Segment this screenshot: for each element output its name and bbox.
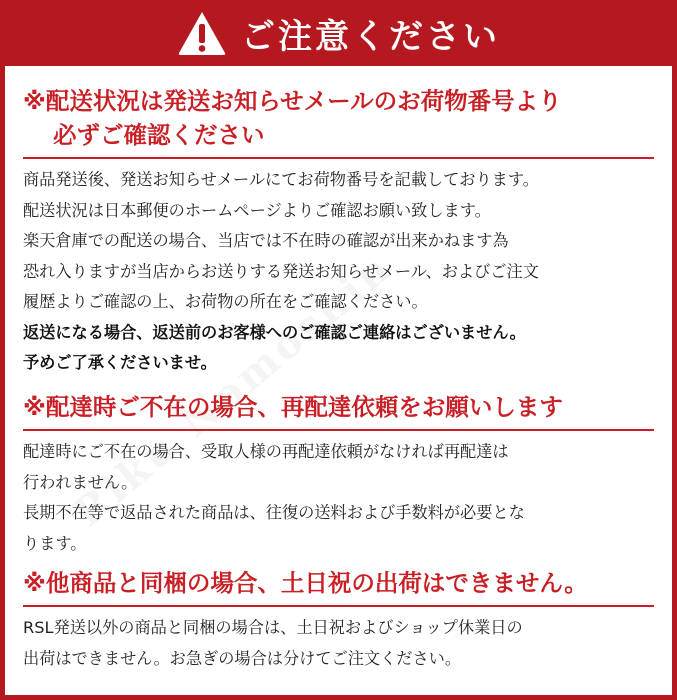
heading-line-1: ※配送状況は発送お知らせメールのお荷物番号より xyxy=(23,87,562,115)
body-line: ります。 xyxy=(23,533,87,553)
section-heading xyxy=(23,84,654,152)
section-delivery-status xyxy=(23,84,654,379)
heading-line-2: 必ずご確認ください xyxy=(53,121,265,149)
body-line: 恐れ入りますが当店からお送りする発送お知らせメール、およびご注文 xyxy=(23,261,539,281)
body-line-emphasis: 予めご了承くださいませ。 xyxy=(23,353,217,372)
body-line: 配達時にご不在の場合、受取人様の再配達依頼がなければ再配達は xyxy=(23,442,509,461)
banner-title: ご注意ください xyxy=(241,16,500,57)
heading-divider xyxy=(23,605,654,607)
body-line: RSL発送以外の商品と同梱の場合は、土日祝およびショップ休業日の xyxy=(23,618,523,637)
body-line: 長期不在等で返品された商品は、往復の送料および手数料が必要とな xyxy=(23,503,525,522)
section-body xyxy=(23,437,654,559)
heading-divider xyxy=(23,157,654,159)
body-line: 行われません。 xyxy=(23,472,138,492)
body-line: 出荷はできません。お急ぎの場合は分けてご注文ください。 xyxy=(23,648,462,668)
heading-line-1: ※他商品と同梱の場合、土日祝の出荷はできません。 xyxy=(23,569,588,597)
body-line-emphasis: 返送になる場合、返送前のお客様へのご確認ご連絡はございません。 xyxy=(23,322,526,342)
heading-line-1: ※配達時ご不在の場合、再配達依頼をお願いします xyxy=(23,393,563,421)
section-body xyxy=(23,165,654,379)
body-line: 楽天倉庫での配送の場合、当店では不在時の確認が出来かねます為 xyxy=(23,231,509,250)
heading-divider xyxy=(23,429,654,431)
section-heading xyxy=(23,566,654,600)
body-line: 履歴よりご確認の上、お荷物の所在をご確認ください。 xyxy=(23,292,428,311)
section-bundled-shipping xyxy=(23,566,654,674)
section-body xyxy=(23,613,654,674)
section-redelivery xyxy=(23,390,654,559)
body-line: 商品発送後、発送お知らせメールにてお荷物番号を記載しております。 xyxy=(23,170,539,189)
section-heading xyxy=(23,390,654,424)
warning-icon xyxy=(177,10,227,56)
body-line: 配送状況は日本郵便のホームページよりご確認お願い致します。 xyxy=(23,200,491,220)
notice-banner xyxy=(0,0,677,66)
